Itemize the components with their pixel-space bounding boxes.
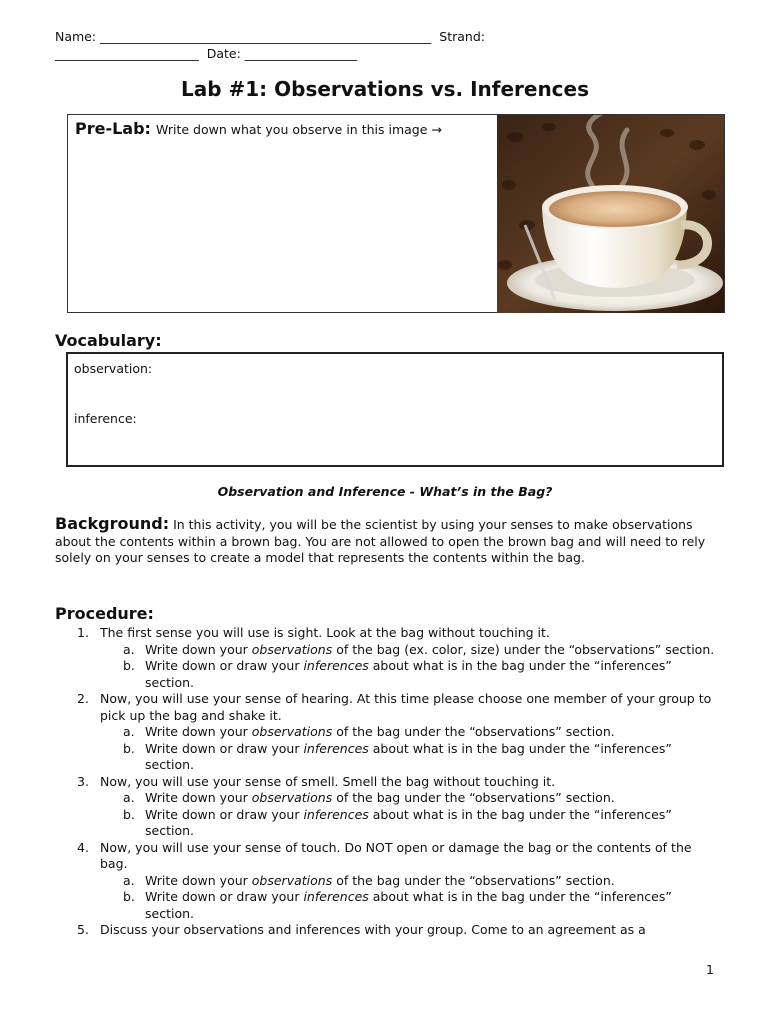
procedure-substep [55,873,723,890]
substep-text: Write down your [145,790,252,805]
substep-text: about what is in the bag under the “inferences” section. [145,806,672,838]
procedure-step [55,691,723,724]
prelab-heading: Pre-Lab: [75,119,151,138]
name-strand-line: Name: _____________________________________________________ Strand: [55,29,485,44]
procedure-list [55,625,723,939]
substep-text: of the bag under the “observations” section. [332,872,615,888]
prelab-text [75,119,442,138]
substep-emphasis: observations [251,872,333,888]
step-number: 4. [77,839,89,855]
activity-subtitle: Observation and Inference - What’s in the Bag? [217,484,553,499]
procedure-substep [55,724,723,741]
substep-text: about what is in the bag under the “inferences” section. [145,658,672,690]
background-heading: Background: [55,514,170,533]
procedure-substep [55,807,723,840]
substep-text: Write down or draw your [145,740,304,756]
prelab-instruction: Write down what you observe in this image → [156,122,442,137]
background-section [55,516,723,567]
substep-emphasis: inferences [303,806,369,822]
page-number: 1 [706,962,714,977]
substep-emphasis: observations [251,790,333,805]
procedure-heading: Procedure: [55,604,154,623]
substep-text: of the bag (ex. color, size) under the “observations” section. [332,641,715,657]
substep-emphasis: inferences [303,889,369,904]
substep-text: Write down your [145,641,252,657]
substep-text: Write down or draw your [145,658,304,673]
substep-emphasis: inferences [303,658,369,673]
step-number: 1. [77,625,89,640]
substep-letter: b. [123,889,135,904]
procedure-substep [55,642,723,659]
substep-emphasis: observations [251,641,333,657]
substep-text: of the bag under the “observations” section. [332,724,615,739]
page-title: Lab #1: Observations vs. Inferences [180,77,590,101]
prelab-box [67,114,725,313]
substep-letter: b. [123,806,135,822]
substep-text: Write down or draw your [145,889,304,904]
vocabulary-box [66,352,724,467]
vocab-term-inference: inference: [74,411,137,426]
step-text: Now, you will use your sense of touch. Do NOT open or damage the bag or the contents of the bag. [100,839,692,871]
substep-text: Write down your [145,724,252,739]
procedure-substep [55,741,723,774]
procedure-step [55,840,723,873]
substep-letter: a. [123,872,135,888]
step-number: 5. [77,922,89,937]
procedure-step [55,922,723,939]
step-text: Now, you will use your sense of smell. Smell the bag without touching it. [100,773,556,789]
background-text: In this activity, you will be the scientist by using your senses to make observations about the contents within a brown bag. You are not allowed to open the brown bag and will need to rely solely on your senses to create a model that represents the contents within the bag. [55,517,706,565]
substep-letter: a. [123,724,135,739]
vocabulary-heading: Vocabulary: [55,331,162,350]
coffee-cup-image [497,115,724,313]
substep-letter: b. [123,658,135,673]
substep-text: of the bag under the “observations” section. [332,790,615,805]
substep-letter: b. [123,740,135,756]
date-line: _______________________ Date: __________________ [55,46,358,61]
vocab-term-observation: observation: [74,361,153,376]
step-text: The first sense you will use is sight. Look at the bag without touching it. [100,625,550,640]
substep-text: Write down your [145,872,252,888]
substep-text: about what is in the bag under the “inferences” section. [145,740,672,772]
substep-emphasis: inferences [303,740,369,756]
procedure-step [55,625,723,642]
substep-text: about what is in the bag under the “inferences” section. [145,889,672,921]
substep-letter: a. [123,641,135,657]
procedure-step [55,774,723,791]
step-number: 2. [77,691,89,706]
procedure-substep [55,790,723,807]
step-text: Now, you will use your sense of hearing. At this time please choose one member of your group to pick up the bag and shake it. [100,691,712,723]
procedure-substep [55,658,723,691]
substep-emphasis: observations [251,724,333,739]
substep-text: Write down or draw your [145,806,304,822]
procedure-substep [55,889,723,922]
step-number: 3. [77,773,89,789]
substep-letter: a. [123,790,135,805]
step-text: Discuss your observations and inferences with your group. Come to an agreement as a [100,922,646,937]
